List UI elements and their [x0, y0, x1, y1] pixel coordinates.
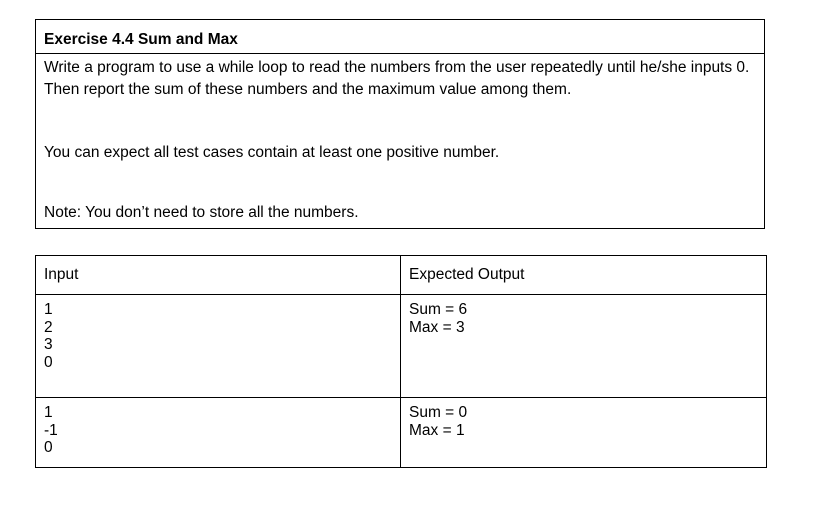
- test-case-table: [35, 255, 767, 468]
- output-line: Sum = 0: [409, 404, 468, 421]
- table-header-row: [36, 256, 767, 295]
- exercise-box: [35, 19, 765, 229]
- input-line: 1: [44, 404, 53, 421]
- input-line: 3: [44, 336, 53, 353]
- input-cell: [36, 398, 401, 468]
- input-line: 0: [44, 439, 53, 456]
- input-cell: [36, 295, 401, 398]
- output-line: Sum = 6: [409, 301, 468, 318]
- output-cell: [401, 398, 767, 468]
- header-expected-output: Expected Output: [401, 256, 767, 295]
- input-line: 1: [44, 301, 53, 318]
- exercise-note: Note: You don’t need to store all the numbers.: [44, 204, 359, 221]
- title-divider: [36, 53, 764, 54]
- input-line: 2: [44, 318, 53, 336]
- input-line: -1: [44, 421, 58, 439]
- header-input: Input: [36, 256, 401, 295]
- output-line: Max = 1: [409, 421, 465, 439]
- exercise-title: Exercise 4.4 Sum and Max: [44, 31, 238, 48]
- input-line: 0: [44, 353, 53, 371]
- exercise-description: Write a program to use a while loop to read the numbers from the user repeatedly until he/she inputs 0. Then report the sum of these numbers and the maximum value among them.: [44, 59, 750, 98]
- output-line: Max = 3: [409, 318, 465, 336]
- output-cell: [401, 295, 767, 398]
- table-row: [36, 295, 767, 398]
- table-row: [36, 398, 767, 468]
- exercise-assumption: You can expect all test cases contain at least one positive number.: [44, 144, 500, 161]
